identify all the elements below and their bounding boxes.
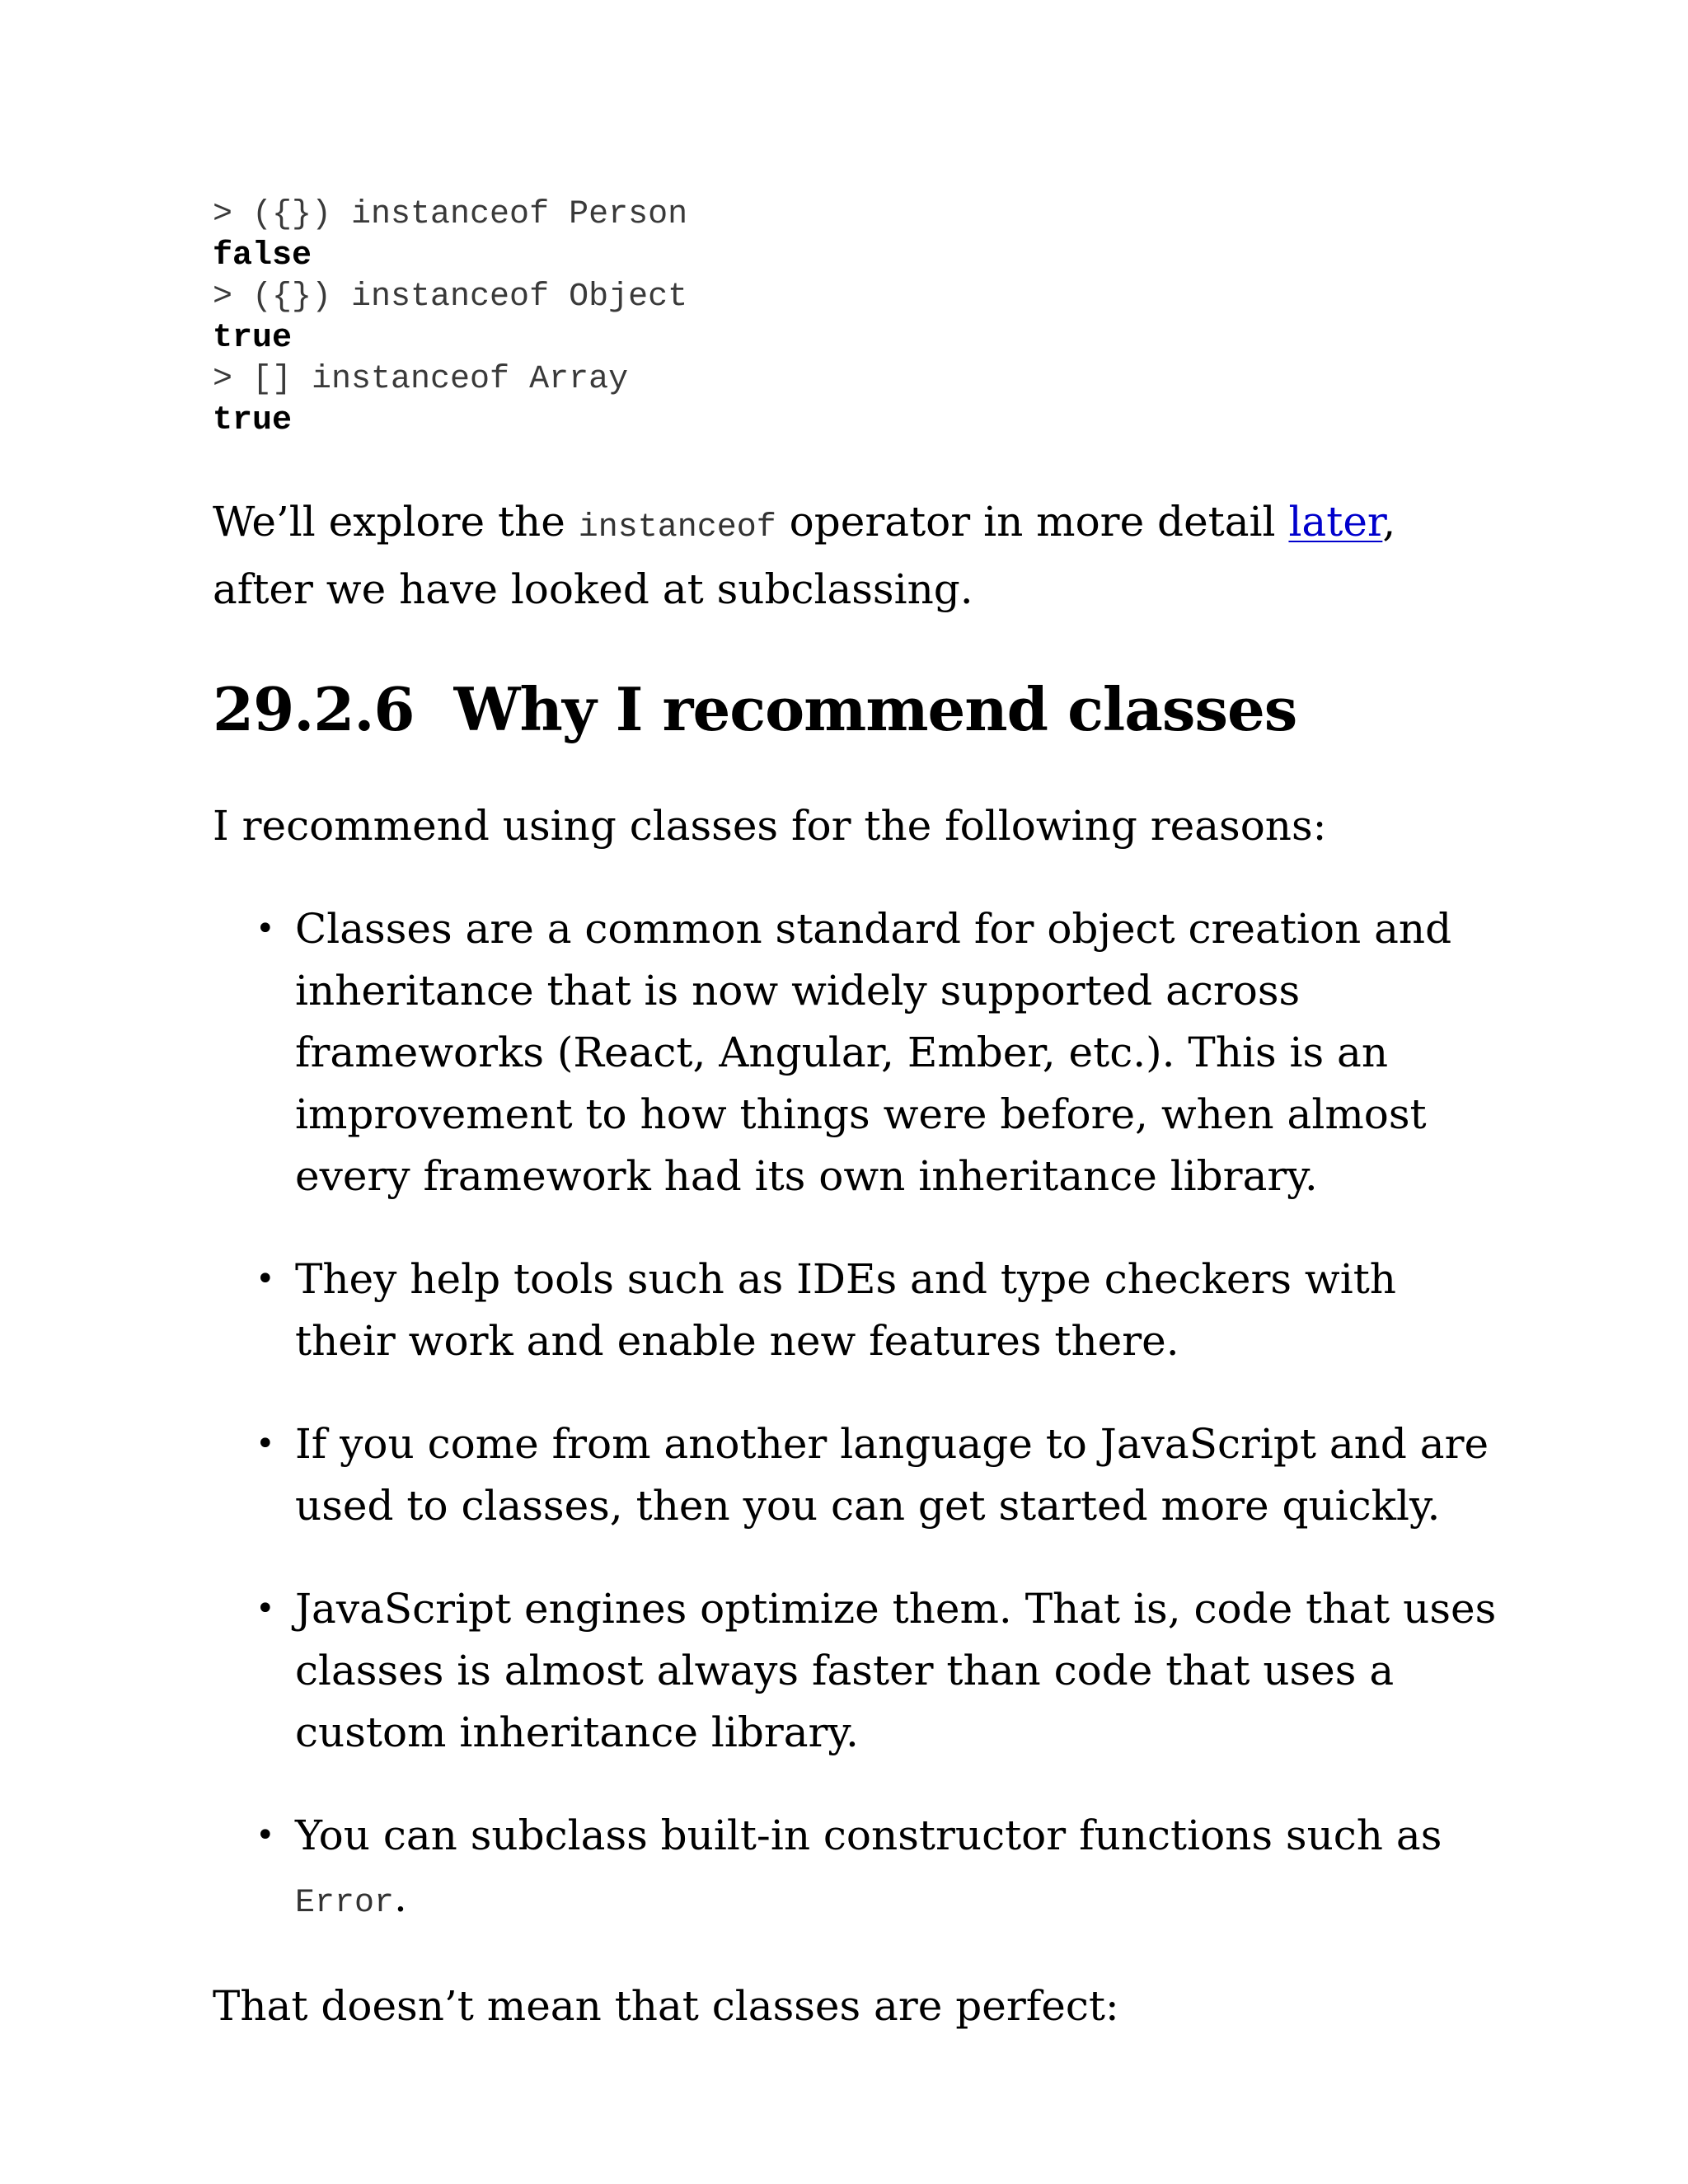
list-item <box>213 1805 1498 1934</box>
list-item-text: They help tools such as IDEs and type checkers with their work and enable new features there. <box>295 1255 1396 1365</box>
list-item-text: . <box>394 1873 407 1921</box>
code-line-output: true <box>213 320 293 357</box>
list-item-text: Classes are a common standard for object creation and inheritance that is now widely supported across frameworks (React, Angular, Ember, etc.). This is an improvement to how things were before, when almost every framework had its own inheritance library. <box>295 905 1452 1200</box>
section-title: Why I recommend classes <box>453 674 1297 744</box>
list-item-text: If you come from another language to JavaScript and are used to classes, then you can get started more quickly. <box>295 1420 1489 1530</box>
list-item-text: JavaScript engines optimize them. That is, code that uses classes is almost always faster than code that uses a custom inheritance library. <box>295 1585 1497 1756</box>
bullet-icon: • <box>256 1816 275 1854</box>
code-line-input: > ({}) instanceof Object <box>213 279 688 316</box>
instanceof-paragraph <box>213 491 1498 621</box>
inline-code-error: Error <box>295 1885 395 1922</box>
closing-paragraph: That doesn’t mean that classes are perfect: <box>213 1982 1119 2030</box>
bullet-icon: • <box>256 1590 275 1628</box>
intro-paragraph: I recommend using classes for the following reasons: <box>213 802 1327 850</box>
code-line-input: > [] instanceof Array <box>213 361 629 398</box>
list-item <box>213 1249 1498 1372</box>
paragraph-text: , after we have looked at subclassing. <box>213 498 1396 613</box>
page-content <box>213 194 1498 2037</box>
code-line-input: > ({}) instanceof Person <box>213 196 688 233</box>
inline-code-instanceof: instanceof <box>578 509 776 546</box>
section-heading <box>213 670 1498 749</box>
code-line-output: true <box>213 402 293 439</box>
bullet-icon: • <box>256 1425 275 1463</box>
code-line-output: false <box>213 237 312 274</box>
list-item <box>213 1413 1498 1537</box>
bullet-icon: • <box>256 910 275 948</box>
paragraph-text: operator in more detail <box>776 498 1289 546</box>
list-item-text: You can subclass built-in constructor functions such as <box>295 1811 1442 1859</box>
paragraph-text: We’ll explore the <box>213 498 579 546</box>
section-number: 29.2.6 <box>213 674 415 744</box>
reasons-list <box>213 898 1498 1934</box>
list-item <box>213 1578 1498 1764</box>
list-item <box>213 898 1498 1207</box>
code-block <box>213 194 1498 442</box>
later-link[interactable]: later <box>1288 498 1383 546</box>
bullet-icon: • <box>256 1260 275 1298</box>
